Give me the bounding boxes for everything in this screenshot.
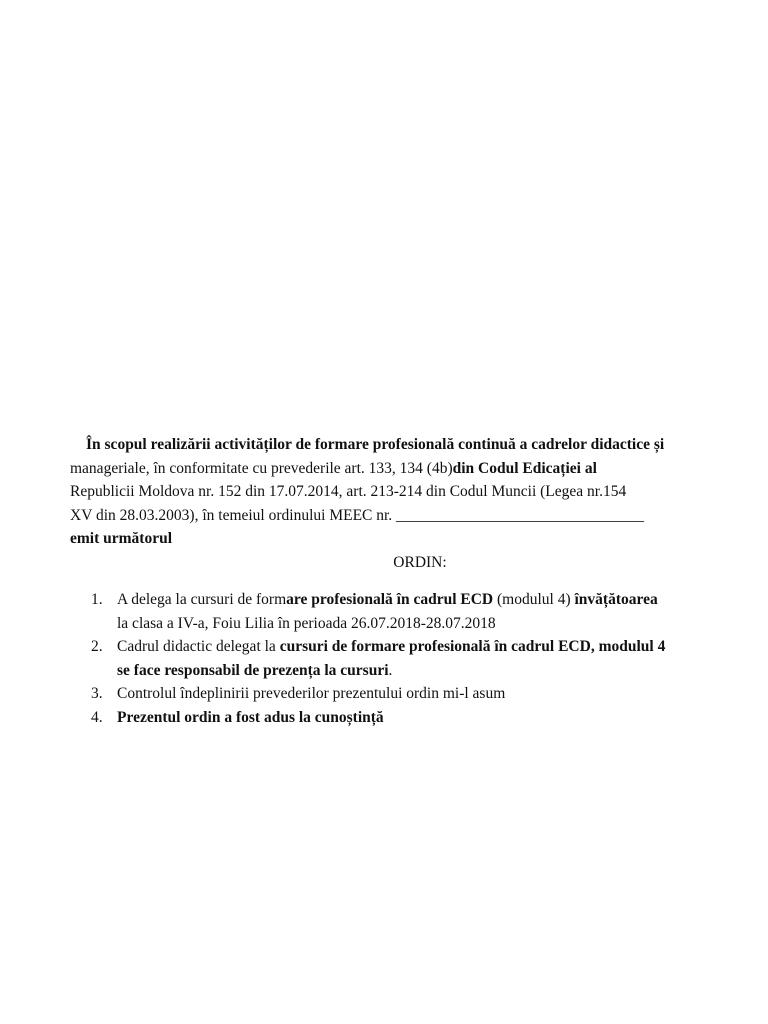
item-line — [117, 635, 720, 659]
item-line: Controlul îndeplinirii prevederilor prezentului ordin mi-l asum — [117, 685, 506, 702]
item-text: Cadrul didactic delegat la — [117, 638, 280, 655]
item-bold-text: se face responsabil de prezența la cursuri — [117, 661, 389, 679]
item-number: 2. — [91, 638, 103, 655]
list-item — [70, 588, 720, 635]
item-line — [117, 588, 720, 612]
preamble-line: emit următorul — [70, 530, 173, 547]
item-line — [117, 659, 720, 683]
document-body — [70, 433, 720, 729]
list-item — [70, 682, 720, 706]
document-title: ORDIN: — [393, 553, 447, 571]
item-text: (modulul 4) — [493, 591, 575, 608]
preamble-paragraph — [70, 433, 720, 551]
preamble-line: În scopul realizării activităților de formare profesională continuă a cadrelor didactice și — [86, 436, 665, 453]
preamble-line — [70, 457, 720, 481]
preamble-line: XV din 28.03.2003), în temeiul ordinului MEEC nr. ________________________________ — [70, 506, 645, 524]
preamble-line: Republicii Moldova nr. 152 din 17.07.2014, art. 213-214 din Codul Muncii (Legea nr.154 — [70, 483, 627, 500]
item-bold-text: are profesională în cadrul ECD — [286, 591, 494, 608]
item-number: 4. — [91, 708, 103, 726]
list-item — [70, 635, 720, 682]
item-text: . — [388, 661, 393, 679]
item-line: la clasa a IV-a, Foiu Lilia în perioada 26.07.2018-28.07.2018 — [117, 614, 496, 632]
order-list — [70, 588, 720, 729]
item-number: 3. — [91, 685, 103, 702]
item-number: 1. — [91, 591, 103, 608]
preamble-bold-text: din Codul Edicației al — [452, 459, 597, 477]
item-bold-text: învățătoarea — [574, 591, 658, 608]
item-line: Prezentul ordin a fost adus la cunoștință — [117, 708, 384, 726]
preamble-text: manageriale, în conformitate cu prevederile art. 133, 134 (4b) — [70, 459, 453, 477]
item-bold-text: cursuri de formare profesională în cadrul ECD, modulul 4 — [279, 638, 666, 655]
list-item — [70, 706, 720, 730]
item-text: A delega la cursuri de form — [117, 591, 287, 608]
